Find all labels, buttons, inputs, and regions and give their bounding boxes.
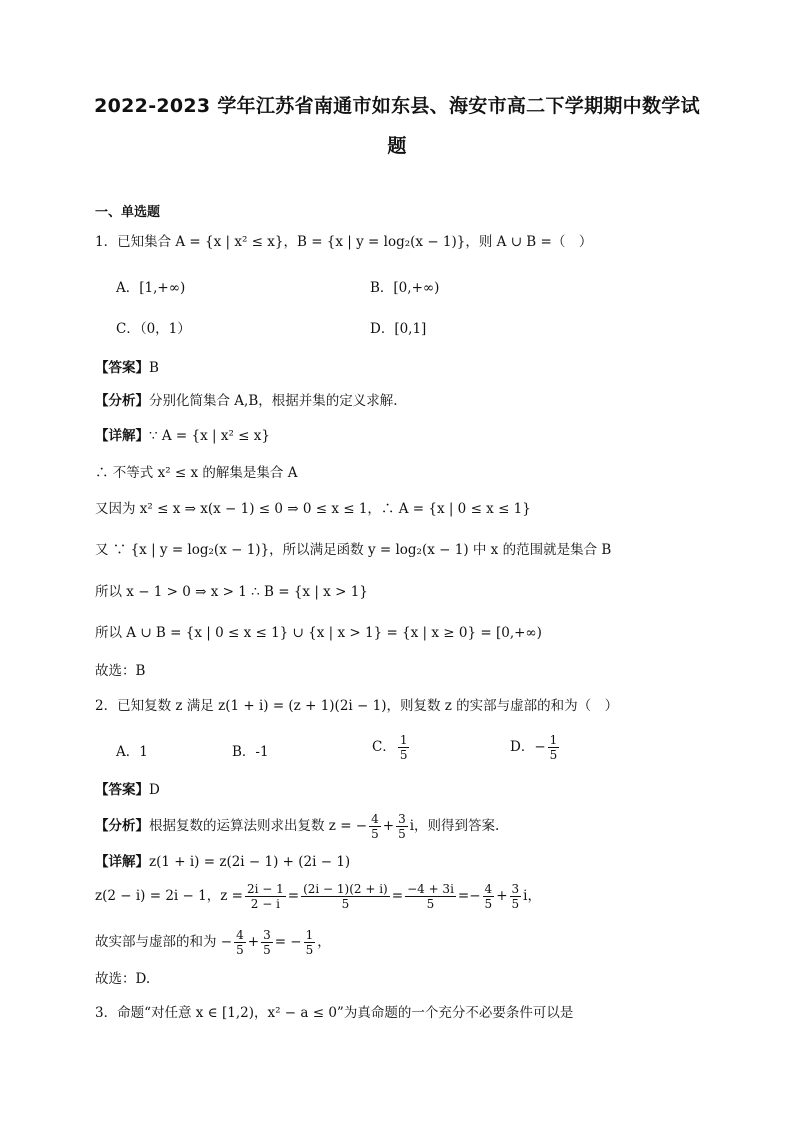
fraction: $\frac{3}{5}$	[398, 812, 406, 841]
q2-stem: 2．已知复数 z 满足 z(1 + i) = (z + 1)(2i − 1)，则复数 z 的实部与虚部的和为（ ）	[95, 698, 619, 714]
answer-value: D	[149, 782, 160, 798]
q2-detail-1	[95, 852, 350, 872]
option-c-prefix: C．	[372, 739, 396, 755]
detail-text: z(1 + i) = z(2i − 1) + (2i − 1)	[149, 854, 351, 870]
q1-option-c: C．（0，1）	[116, 321, 191, 337]
detail-label: 【详解】	[95, 854, 149, 870]
fraction: $\frac{1}{5}$	[399, 733, 408, 762]
q2-sum: 故实部与虚部的和为 − $\frac{4}{5}$ + $\frac{3}{5}$ = − $\frac{1}{5}$ ，	[95, 928, 331, 957]
q1-option-a: A．[1,+∞)	[116, 280, 186, 296]
fraction: $\frac{-4 + 3i}{5}$	[407, 882, 454, 911]
q2-analysis: 【分析】根据复数的运算法则求出复数 z = − $\frac{4}{5}$ + $\frac{3}{5}$ i，则得到答案.	[95, 812, 500, 841]
q1-stem: 1．已知集合 A = {x | x² ≤ x}，B = {x | y = log₂(x − 1)}，则 A ∪ B =（ ）	[95, 234, 593, 250]
q1-conclusion: 故选：B	[95, 663, 146, 679]
q1-detail-1	[95, 426, 270, 446]
fraction: $\frac{4}{5}$	[236, 928, 244, 957]
q2-option-a: A．1	[116, 744, 148, 760]
q2-detail-2: z(2 − i) = 2i − 1，z = $\frac{2i - 1}{2 - i}$ = $\frac{(2i - 1)(2 + i)}{5}$ = $\frac{-4 + 3i}{5}$ =− $\frac{4}{5}$ + $\frac{3}{5}$ i，	[95, 882, 541, 911]
fraction: $\frac{3}{5}$	[263, 928, 271, 957]
analysis-label: 【分析】	[95, 393, 149, 409]
fraction: $\frac{3}{5}$	[511, 882, 520, 911]
q2-option-b: B．-1	[232, 744, 269, 760]
q1-answer	[95, 358, 159, 378]
fraction: $\frac{4}{5}$	[371, 812, 379, 841]
option-d-prefix: D．	[510, 739, 535, 755]
q2-answer	[95, 780, 160, 800]
title-line-2: 题	[387, 135, 407, 157]
q1-analysis	[95, 391, 398, 411]
page-title	[60, 86, 734, 166]
q1-detail-3: 又因为 x² ≤ x ⇒ x(x − 1) ≤ 0 ⇒ 0 ≤ x ≤ 1，∴ A = {x | 0 ≤ x ≤ 1}	[95, 501, 531, 517]
analysis-label: 【分析】	[95, 818, 149, 834]
q1-detail-6: 所以 A ∪ B = {x | 0 ≤ x ≤ 1} ∪ {x | x > 1} = {x | x ≥ 0} = [0,+∞)	[95, 625, 542, 641]
fraction: $\frac{1}{5}$	[549, 733, 558, 762]
q2-option-d: D．− $\frac{1}{5}$	[510, 733, 558, 762]
q1-option-b: B．[0,+∞)	[370, 280, 440, 296]
fraction: $\frac{4}{5}$	[484, 882, 493, 911]
q1-detail-4: 又 ∵ {x | y = log₂(x − 1)}，所以满足函数 y = log₂(x − 1) 中 x 的范围就是集合 B	[95, 542, 612, 558]
detail-label: 【详解】	[95, 428, 149, 444]
q2-option-c	[372, 733, 411, 762]
fraction: $\frac{1}{5}$	[305, 928, 314, 957]
detail-text: ∵ A = {x | x² ≤ x}	[149, 428, 270, 444]
q1-detail-5: 所以 x − 1 > 0 ⇒ x > 1 ∴ B = {x | x > 1}	[95, 584, 368, 600]
title-line-1: 2022-2023 学年江苏省南通市如东县、海安市高二下学期期中数学试	[94, 95, 700, 117]
q2-conclusion: 故选：D.	[95, 971, 151, 987]
fraction: $\frac{2i - 1}{2 - i}$	[246, 882, 284, 911]
analysis-text: 根据复数的运算法则求出复数 z = −	[149, 818, 368, 834]
q1-detail-2: ∴ 不等式 x² ≤ x 的解集是集合 A	[95, 465, 298, 481]
section-heading: 一、单选题	[95, 205, 161, 220]
q3-stem: 3．命题“对任意 x ∈ [1,2)，x² − a ≤ 0”为真命题的一个充分不必要条件可以是	[95, 1005, 574, 1021]
q1-option-d: D．[0,1]	[370, 321, 427, 337]
answer-value: B	[149, 360, 159, 376]
answer-label: 【答案】	[95, 782, 149, 798]
fraction: $\frac{(2i - 1)(2 + i)}{5}$	[303, 882, 388, 911]
analysis-text: 分别化简集合 A,B，根据并集的定义求解.	[149, 393, 398, 409]
answer-label: 【答案】	[95, 360, 149, 376]
